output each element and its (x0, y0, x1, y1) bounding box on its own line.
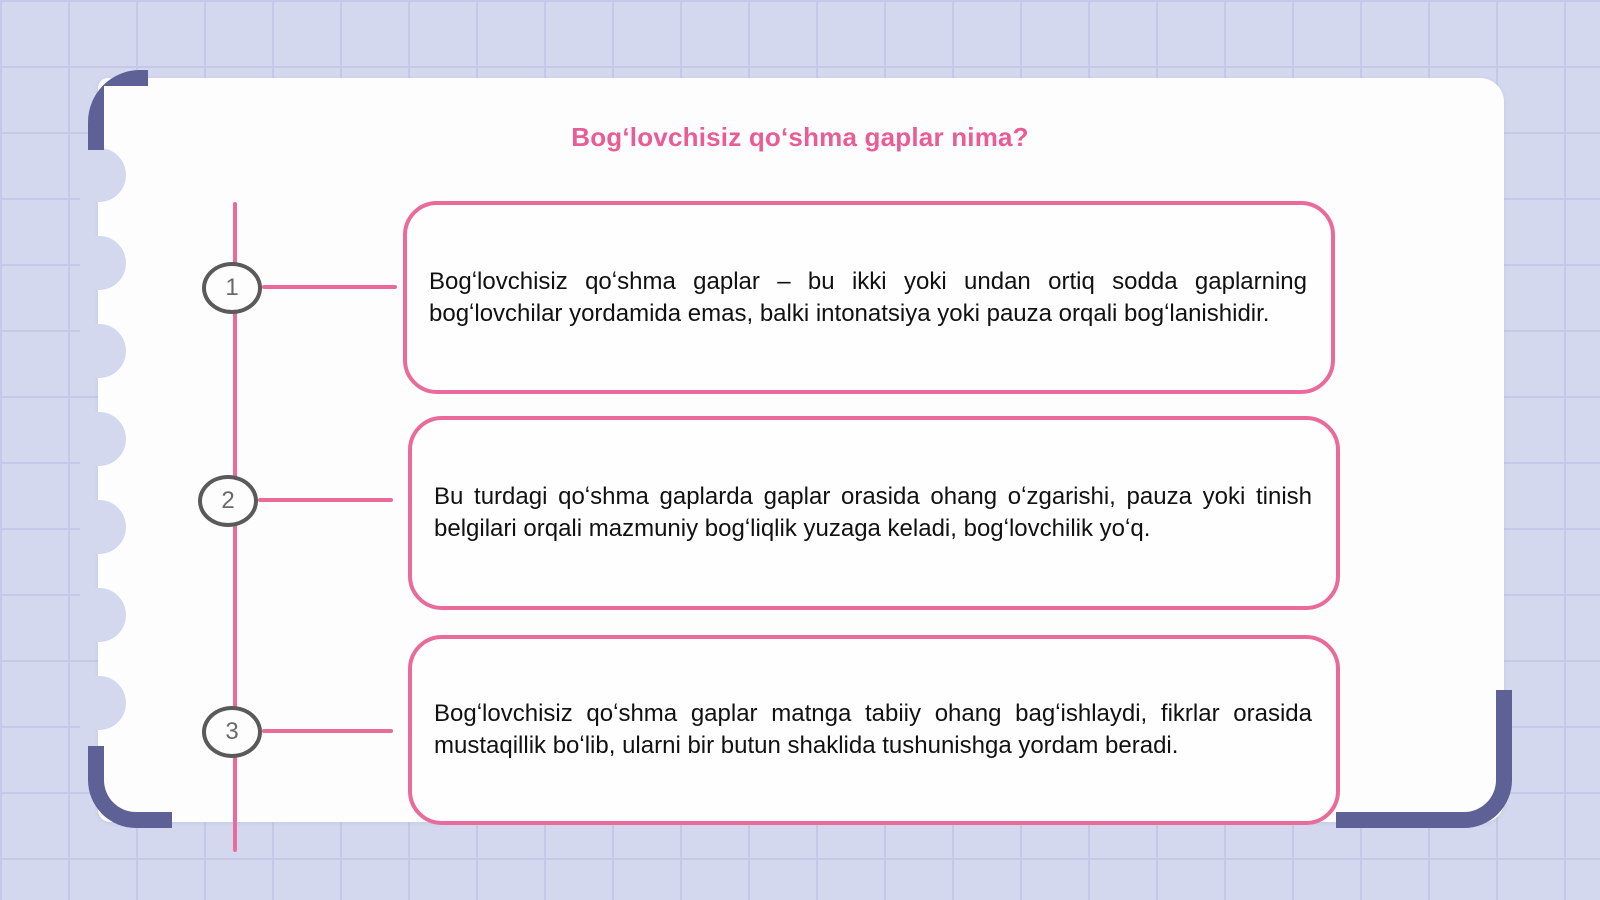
point-box-2 (408, 416, 1340, 610)
connector-1 (262, 285, 397, 289)
point-text-3: Bogʻlovchisiz qoʻshma gaplar matnga tabiiy ohang bagʻishlaydi, fikrlar orasida mustaqillik boʻlib, ularni bir butun shaklida tushunishga yordam beradi. (434, 700, 1312, 759)
frame-corner-bottom-right (1336, 690, 1512, 828)
step-number-3: 3 (202, 706, 262, 758)
point-text-2: Bu turdagi qoʻshma gaplarda gaplar orasida ohang oʻzgarishi, pauza yoki tinish belgilari orqali mazmuniy bogʻliqlik yuzaga keladi, bogʻlovchilik yoʻq. (434, 483, 1312, 542)
connector-2 (258, 498, 393, 502)
point-text-1: Bogʻlovchisiz qoʻshma gaplar – bu ikki yoki undan ortiq sodda gaplarning bogʻlovchilar yordamida emas, balki intonatsiya yoki pauza orqali bogʻlanishidir. (429, 267, 1307, 327)
step-number-1: 1 (202, 262, 262, 314)
point-box-1 (403, 201, 1335, 394)
point-box-3 (408, 635, 1340, 825)
connector-3 (262, 729, 393, 733)
step-number-2: 2 (198, 475, 258, 527)
slide-title: Bogʻlovchisiz qoʻshma gaplar nima? (571, 122, 1029, 152)
